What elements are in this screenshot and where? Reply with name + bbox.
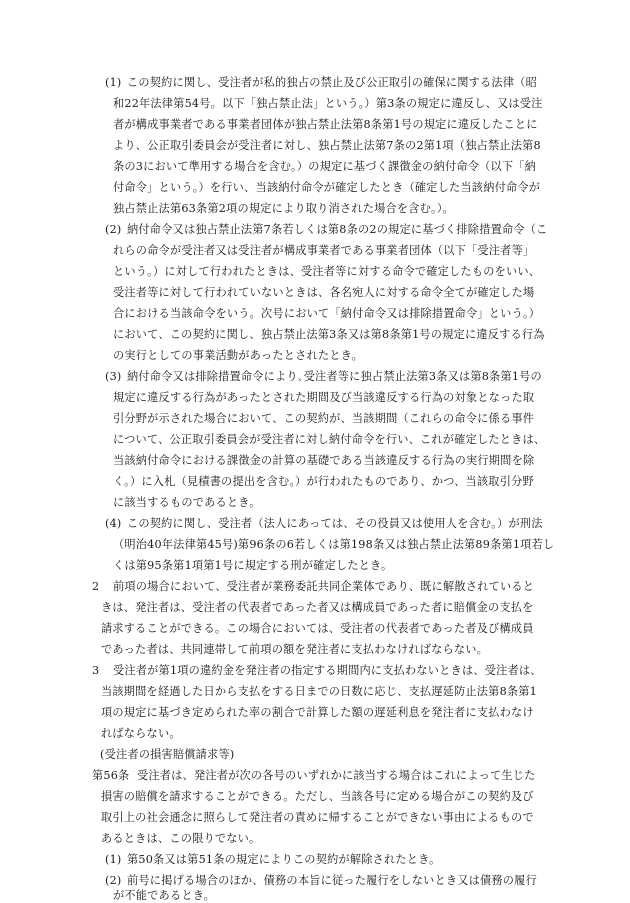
item-text-line: の実行としての事業活動があったとされたとき。 (113, 349, 363, 362)
item-number: (1) (105, 853, 122, 866)
item-text-line: という。）に対して行われたときは、受注者等に対する命令で確定したものをいい、 (113, 265, 541, 278)
item-text-line: れらの命令が受注者又は受注者が構成事業者である事業者団体（以下「受注者等」 (113, 244, 535, 257)
item-text-line: 条の3において準用する場合を含む。）の規定に基づく課徴金の納付命令（以下「納 (113, 160, 537, 173)
item-text-line: について、公正取引委員会が受注者に対し納付命令を行い、これが確定したときは、 (113, 433, 546, 446)
item-text-line: この契約に関し、受注者（法人にあっては、その役員又は使用人を含む。）が刑法 (127, 517, 543, 530)
item-text-line: において、この契約に関し、独占禁止法第3条又は第8条第1号の規定に違反する行為 (113, 328, 545, 341)
clause-text-line: ればならない。 (101, 727, 181, 740)
item-number: (1) (105, 76, 122, 89)
clause-text-line: 受注者が第1項の違約金を発注者の指定する期間内に支払わないときは、受注者は、 (113, 664, 542, 677)
clause-text-line: であった者は、共同連帯して前項の額を発注者に支払わなければならない。 (101, 643, 489, 656)
item-number: (2) (105, 874, 122, 887)
article-text-line: 受注者は、発注者が次の各号のいずれかに該当する場合はこれによって生じた (137, 769, 536, 782)
clause-number: 3 (92, 664, 100, 677)
clause-text-line: 当該期間を経過した日から支払をする日までの日数に応じ、支払遅延防止法第8条第1 (101, 685, 537, 698)
item-number: (3) (105, 370, 122, 383)
item-text-line: 合における当該命令をいう。次号において「納付命令又は排除措置命令」という。） (113, 307, 541, 320)
item-text-line: 規定に違反する行為があったとされた期間及び当該違反する行為の対象となった取 (113, 391, 535, 404)
item-number: (2) (105, 223, 122, 236)
article-heading: (受注者の損害賠償請求等) (100, 748, 235, 761)
item-text-line: （明治40年法律第45号)第96条の6若しくは第198条又は独占禁止法第89条第1項若し (113, 538, 555, 551)
item-text-line: くは第95条第1項第1号に規定する刑が確定したとき。 (113, 559, 393, 572)
item-text-line: 納付命令又は独占禁止法第7条若しくは第8条の2の規定に基づく排除措置命令（こ (127, 223, 548, 236)
item-text-line: 和22年法律第54号。以下「独占禁止法」という。）第3条の規定に違反し、又は受注 (113, 97, 543, 110)
clause-text-line: 項の規定に基づき定められた率の割合で計算した額の遅延利息を発注者に支払わなけ (101, 706, 534, 719)
item-text-line: 前号に掲げる場合のほか、債務の本旨に従った履行をしないとき又は債務の履行 (127, 874, 537, 887)
item-text-line: に該当するものであるとき。 (113, 496, 261, 509)
item-text-line: 独占禁止法第63条第2項の規定により取り消された場合を含む。）。 (113, 202, 454, 215)
item-text-line: 当該納付命令における課徴金の計算の基礎である当該違反する行為の実行期間を除 (113, 454, 535, 467)
item-text-line: 者が構成事業者である事業者団体が独占禁止法第8条第1号の規定に違反したことに (113, 118, 538, 131)
article-number: 第56条 (92, 769, 130, 782)
item-text-line: 引分野が示された場合において、この契約が、当該期間（これらの命令に係る事件 (113, 412, 535, 425)
clause-text-line: 請求することができる。この場合においては、受注者の代表者であった者及び構成員 (101, 622, 534, 635)
item-number: (4) (105, 517, 122, 530)
item-text-line: 受注者等に対して行われていないときは、各名宛人に対する命令全てが確定した場 (113, 286, 535, 299)
clause-text-line: 前項の場合において、受注者が業務委託共同企業体であり、既に解散されていると (113, 580, 535, 593)
article-text-line: 損害の賠償を請求することができる。ただし、当該各号に定める場合がこの契約及び (101, 790, 534, 803)
item-text-line: が不能であるとき。 (113, 889, 216, 902)
item-text-line: より、公正取引委員会が受注者に対し、独占禁止法第7条の2第1項（独占禁止法第8 (113, 139, 541, 152)
article-text-line: あるときは、この限りでない。 (101, 832, 261, 845)
clause-number: 2 (92, 580, 100, 593)
clause-text-line: きは、発注者は、受注者の代表者であった者又は構成員であった者に賠償金の支払を (101, 601, 534, 614)
item-text-line: 第50条又は第51条の規定によりこの契約が解除されたとき。 (127, 853, 441, 866)
item-text-line: 納付命令又は排除措置命令により､受注者等に独占禁止法第3条又は第8条第1号の (127, 370, 542, 383)
item-text-line: 付命令」という。）を行い、当該納付命令が確定したとき（確定した当該納付命令が (113, 181, 541, 194)
item-text-line: この契約に関し、受注者が私的独占の禁止及び公正取引の確保に関する法律（昭 (127, 76, 537, 89)
article-text-line: 取引上の社会通念に照らして発注者の責めに帰することができない事由によるもので (101, 811, 534, 824)
item-text-line: く。）に入札（見積書の提出を含む。）が行われたものであり、かつ、当該取引分野 (113, 475, 534, 488)
